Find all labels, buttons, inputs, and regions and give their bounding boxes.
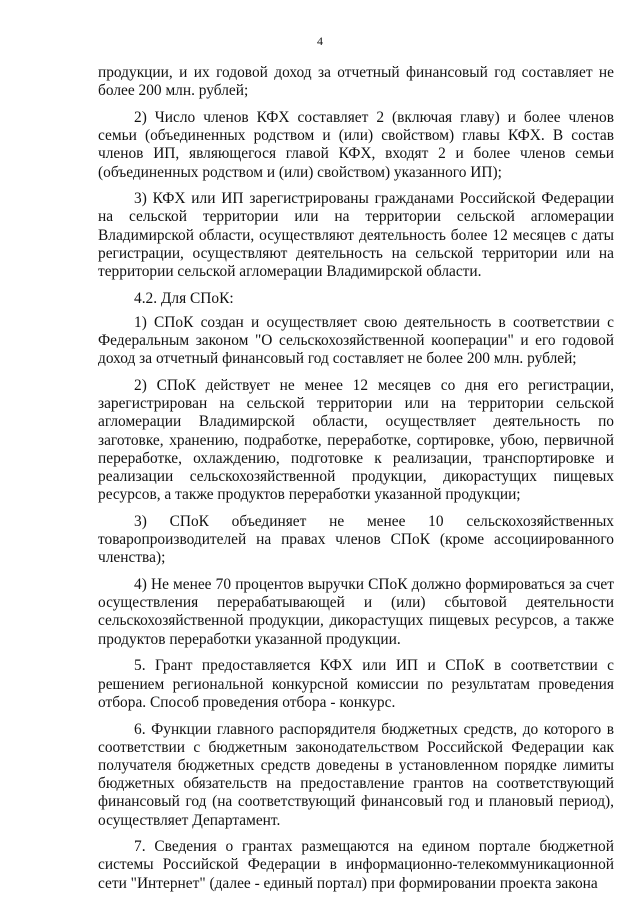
document-body xyxy=(98,64,614,901)
paragraph-spok-heading: 4.2. Для СПоК: xyxy=(134,289,234,307)
paragraph-kfh-members: 2) Число членов КФХ составляет 2 (включая главу) и более членов семьи (объединенных родством и (или) свойством) главы КФХ. В состав членов ИП, являющегося главой КФХ, входят 2 и более членов семьи (объединенных родством и (или) свойством) указанного ИП); xyxy=(98,108,614,181)
paragraph-budget-functions: 6. Функции главного распорядителя бюджетных средств, до которого в соответствии с бюджетным законодательством Российской Федерации как получателя бюджетных средств доведены в установленном порядке лимиты бюджетных обязательств на предоставление грантов на соответствующий финансовый год (на соответствующий финансовый год и плановый период), осуществляет Департамент. xyxy=(98,720,614,829)
paragraph-spok-4: 4) Не менее 70 процентов выручки СПоК должно формироваться за счет осуществления перерабатывающей и (или) сбытовой деятельности сельскохозяйственной продукции, дикорастущих пищевых ресурсов, а также продуктов переработки указанной продукции. xyxy=(98,576,614,648)
paragraph-kfh-registration: 3) КФХ или ИП зарегистрированы гражданами Российской Федерации на сельской территории или на территории сельской агломерации Владимирской области, осуществляют деятельность более 12 месяцев с даты регистрации, осуществляют деятельность на сельской территории или на территории сельской агломерации Владимирской области. xyxy=(98,190,614,281)
paragraph-spok-3: 3) СПоК объединяет не менее 10 сельскохозяйственных товаропроизводителей на правах членов СПоК (кроме ассоциированного членства); xyxy=(98,512,614,567)
paragraph-continuation: продукции, и их годовой доход за отчетный финансовый год составляет не более 200 млн. рублей; xyxy=(98,64,614,100)
paragraph-spok-1: 1) СПоК создан и осуществляет свою деятельность в соответствии с Федеральным законом "О сельскохозяйственной кооперации" и его годовой доход за отчетный финансовый год составляет не более 200 млн. рублей; xyxy=(98,313,614,368)
page-number: 4 xyxy=(317,34,323,48)
paragraph-grant-information: 7. Сведения о грантах размещаются на едином портале бюджетной системы Российской Федерации в информационно-телекоммуникационной сети "Интернет" (далее - единый портал) при формировании проекта закона xyxy=(98,838,614,892)
paragraph-spok-2: 2) СПоК действует не менее 12 месяцев со дня его регистрации, зарегистрирован на сельской территории или на территории сельской агломерации Владимирской области, осуществляет деятельность по заготовке, хранению, подработке, переработке, сортировке, убою, первичной переработке, охлаждению, подготовке к реализации, транспортировке и реализации сельскохозяйственной продукции, дикорастущих пищевых ресурсов, а также продуктов переработки указанной продукции; xyxy=(98,377,614,504)
paragraph-grant-provision: 5. Грант предоставляется КФХ или ИП и СПоК в соответствии с решением региональной конкурсной комиссии по результатам проведения отбора. Способ проведения отбора - конкурс. xyxy=(98,657,614,711)
